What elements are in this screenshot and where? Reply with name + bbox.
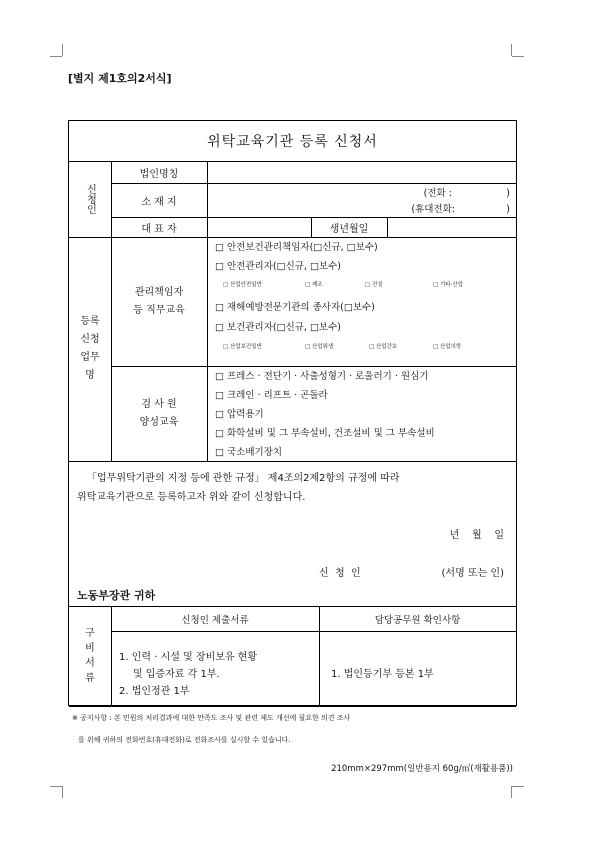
registration-section-label (69, 237, 111, 461)
crop-mark-bl-v (62, 786, 63, 798)
addressee: 노동부장관 귀하 (77, 589, 156, 602)
rule (69, 706, 516, 707)
notice-line2: 를 위해 귀하의 전화번호(휴대전화)로 전화조사를 실시할 수 있습니다. (78, 736, 291, 744)
crop-mark-tl-h (50, 56, 62, 57)
address-label: 소 재 지 (141, 196, 177, 208)
submit-item: 1. 인력 · 시설 및 장비보유 현황 (119, 652, 258, 663)
birthdate-field[interactable] (388, 218, 515, 237)
inspector-training-label (111, 366, 207, 461)
health-subitem[interactable]: □ 산업보건일반 (223, 344, 262, 350)
form-title: 위탁교육기관 등록 신청서 (207, 134, 378, 150)
registration-label: 등록신청업무명 (80, 316, 100, 381)
crop-mark-bl-h (50, 786, 62, 787)
safety-subitem[interactable]: □ 기타·산업 (433, 282, 463, 288)
inspector-label-line1: 검 사 원 (141, 398, 177, 410)
crop-mark-tr-v (511, 44, 512, 56)
safety-subitem[interactable]: □ 건설 (365, 282, 383, 288)
manager-label-line1: 관리책임자 (134, 286, 184, 298)
safety-subitem[interactable]: □ 제조 (305, 282, 323, 288)
inspector-item[interactable]: □ 화학설비 및 그 부속설비, 건조설비 및 그 부속설비 (215, 428, 435, 439)
corp-name-field[interactable] (208, 162, 515, 183)
health-subitem[interactable]: □ 산업의학 (433, 344, 462, 350)
applicant-section-label (69, 161, 111, 237)
manager-label-line2: 등 직무교육 (133, 304, 185, 316)
manager-item[interactable]: □ 재해예방전문기관의 종사자(□보수) (215, 302, 375, 313)
verify-column-header: 담당공무원 확인사항 (374, 614, 461, 626)
crop-mark-br-v (511, 786, 512, 798)
date-field[interactable]: 년 월 일 (449, 530, 504, 541)
health-subitem[interactable]: □ 산업간호 (369, 344, 398, 350)
documents-section-label (69, 606, 111, 706)
manager-item[interactable]: □ 안전관리자(□신규, □보수) (215, 261, 341, 272)
corp-name-label: 법인명칭 (139, 168, 179, 180)
health-subitem[interactable]: □ 산업위생 (305, 344, 334, 350)
submit-item: 및 입증자료 각 1부. (133, 669, 220, 680)
birthdate-label: 생년월일 (329, 223, 369, 235)
statement-line1: 「업무위탁기관의 지정 등에 관한 규정」 제4조의2제2항의 규정에 따라 (87, 473, 400, 484)
crop-mark-br-h (512, 786, 524, 787)
inspector-item[interactable]: □ 국소배기장치 (215, 447, 283, 458)
phone-field[interactable]: (전화 : ) (423, 188, 510, 199)
inspector-item[interactable]: □ 프레스 · 전단기 · 사출성형기 · 로울러기 · 원심기 (215, 371, 429, 382)
safety-subitem[interactable]: □ 산업안전일반 (223, 282, 262, 288)
representative-field[interactable] (208, 218, 311, 237)
rule (111, 631, 516, 632)
crop-mark-tr-h (512, 56, 524, 57)
manager-item[interactable]: □ 보건관리자(□신규, □보수) (215, 322, 341, 333)
crop-mark-tl-v (62, 44, 63, 56)
verify-item: 1. 법인등기부 등본 1부 (331, 669, 434, 680)
rule (207, 161, 208, 461)
manager-training-label (111, 237, 207, 366)
paper-spec: 210mm×297mm(일반용지 60g/㎡(재활용품)) (331, 764, 513, 774)
statement-line2: 위탁교육기관으로 등록하고자 위와 같이 신청합니다. (77, 492, 306, 503)
applicant-sign-label: 신 청 인 (319, 568, 361, 579)
form-number: [별지 제1호의2서식] (68, 72, 172, 85)
application-form (68, 120, 517, 722)
mobile-field[interactable]: (휴대전화: ) (411, 204, 510, 215)
submit-item: 2. 법인정관 1부 (119, 686, 190, 697)
signature-field[interactable]: (서명 또는 인) (441, 568, 504, 579)
inspector-item[interactable]: □ 크레인 · 리프트 · 곤돌라 (215, 390, 328, 401)
manager-item[interactable]: □ 안전보건관리책임자(□신규, □보수) (215, 242, 378, 253)
notice-line1: ※ 공지사항 : 본 민원의 처리결과에 대한 만족도 조사 및 관련 제도 개선에 필요한 의견 조사 (72, 714, 351, 722)
inspector-item[interactable]: □ 압력용기 (215, 409, 264, 420)
submit-column-header: 신청인 제출서류 (181, 614, 249, 626)
representative-label: 대 표 자 (141, 223, 177, 235)
applicant-label: 신청인 (84, 184, 96, 214)
inspector-label-line2: 양성교육 (139, 416, 179, 428)
rule (69, 461, 516, 462)
documents-label: 구비서류 (85, 628, 95, 684)
